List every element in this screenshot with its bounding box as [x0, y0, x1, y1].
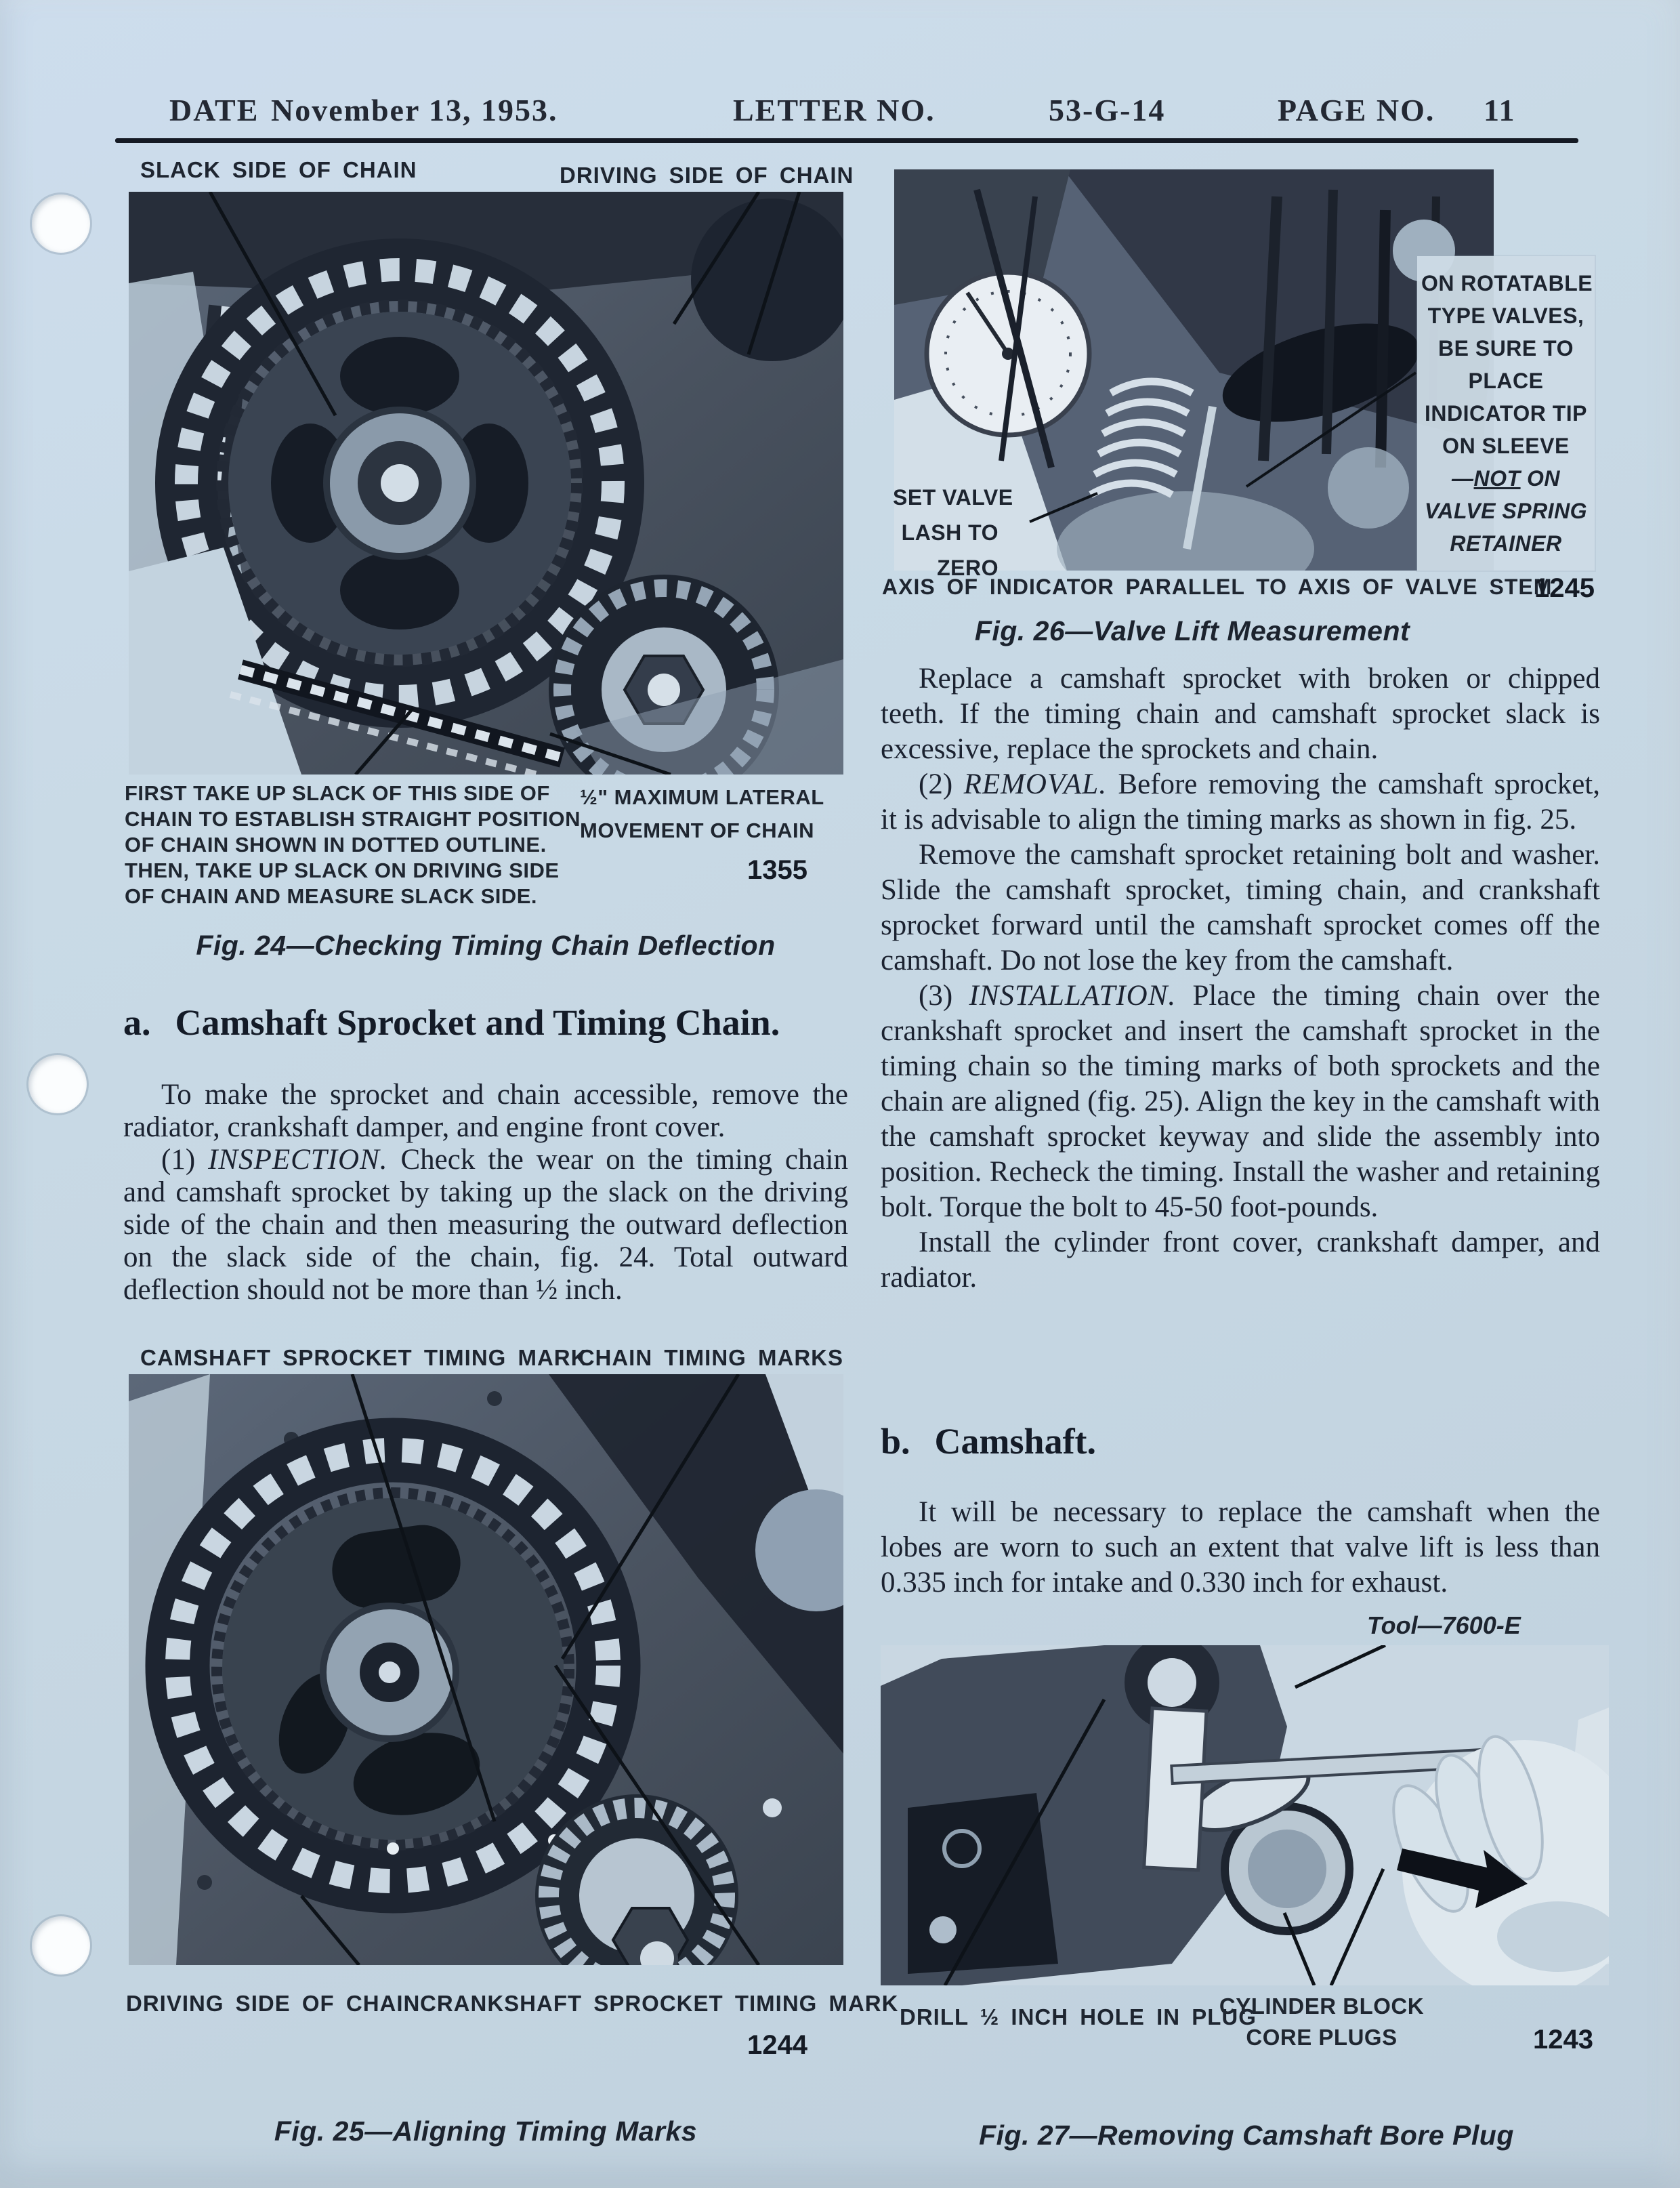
- header-rule: [115, 138, 1578, 143]
- paragraph-text: Check the wear on the timing chain and camshaft sprocket by taking up the slack on the driving side of the chain and then measuring the outward deflection on the slack side of the chain, fig. 24. Total outward deflection should not be more than ½ inch.: [123, 1144, 848, 1306]
- fig27-label-drill: DRILL ½ INCH HOLE IN PLUG: [900, 2004, 1257, 2029]
- section-b-title: Camshaft.: [934, 1421, 1097, 1462]
- fig27-label-tool: Tool—7600-E: [1367, 1611, 1521, 1639]
- punch-hole-bottom: [32, 1916, 90, 1975]
- fig24-note-line: OF CHAIN SHOWN IN DOTTED OUTLINE.: [125, 833, 547, 856]
- fig24-note: [125, 781, 581, 909]
- fig26-callout-rotatable-valves: [1417, 256, 1595, 571]
- header-date-label: DATE: [169, 93, 259, 127]
- fig24-caption: Fig. 24—Checking Timing Chain Deflection: [196, 930, 776, 961]
- figure-27-photo: [881, 1645, 1609, 1985]
- paragraph-text: Before removing the camshaft sprocket, it is advisable to align the timing marks as shown in fig. 25.: [881, 768, 1600, 835]
- paragraph: [881, 838, 1600, 978]
- header-date-value: November 13, 1953.: [271, 93, 558, 127]
- fig26-callout-line: TYPE VALVES,: [1427, 304, 1584, 328]
- fig24-note-line: THEN, TAKE UP SLACK ON DRIVING SIDE: [125, 859, 560, 882]
- section-a-body-continued: [881, 661, 1600, 1296]
- paragraph-text: (1): [161, 1144, 209, 1176]
- figure-25-photo: [129, 1374, 843, 1965]
- fig26-callout-line: ON SLEEVE: [1442, 434, 1570, 458]
- paragraph: [881, 661, 1600, 767]
- paragraph-text: Place the timing chain over the crankshaft sprocket and insert the camshaft sprocket in the timing chain so the timing marks of both sprockets and the chain are aligned (fig. 25). Align the key in the camshaft with the camshaft sprocket keyway and slide the assembly into position. Recheck the timing. Install the washer and retaining bolt. Torque the bolt to 45-50 foot-pounds.: [881, 980, 1600, 1223]
- fig26-callout-line: VALVE SPRING: [1424, 499, 1588, 523]
- fig25-label-cam-mark: CAMSHAFT SPROCKET TIMING MARK: [140, 1345, 588, 1370]
- section-a-number: a.: [123, 1002, 151, 1043]
- section-b-number: b.: [881, 1421, 910, 1462]
- fig26-callout-line: BE SURE TO: [1438, 336, 1574, 360]
- fig26-label-axis: AXIS OF INDICATOR PARALLEL TO AXIS OF VALVE STEM: [882, 575, 1553, 599]
- paragraph-text: Install the cylinder front cover, crankshaft damper, and radiator.: [881, 1226, 1600, 1294]
- underlined-not: NOT: [1473, 466, 1521, 491]
- paragraph-text: (2): [919, 768, 964, 800]
- dash: —: [1452, 466, 1474, 491]
- fig26-callout-line: INDICATOR TIP: [1425, 401, 1587, 426]
- fig26-photo-number: 1245: [1534, 573, 1595, 603]
- paragraph: [123, 1079, 848, 1144]
- fig26-set-valve-line: LASH TO: [901, 520, 999, 545]
- fig24-label-slack-side: SLACK SIDE OF CHAIN: [140, 157, 417, 182]
- paragraph-italic: INSTALLATION.: [969, 980, 1177, 1012]
- fig27-caption: Fig. 27—Removing Camshaft Bore Plug: [979, 2120, 1514, 2151]
- fig26-callout-line: RETAINER: [1450, 531, 1562, 556]
- fig26-callout-line: [1421, 462, 1591, 495]
- header-page-value: 11: [1484, 93, 1516, 127]
- fig27-photo-number: 1243: [1533, 2025, 1593, 2055]
- paragraph-text: Replace a camshaft sprocket with broken or chipped teeth. If the timing chain and camshaft sprocket slack is excessive, replace the sprockets and chain.: [881, 663, 1600, 765]
- header-page-label: PAGE NO.: [1278, 93, 1435, 127]
- fig26-label-set-valve: [893, 480, 1013, 585]
- fig27-core-line1: CYLINDER BLOCK: [1219, 1994, 1425, 2019]
- fig24-lateral-line2: MOVEMENT OF CHAIN: [580, 819, 815, 842]
- fig25-caption: Fig. 25—Aligning Timing Marks: [274, 2115, 698, 2147]
- paragraph: [881, 1495, 1600, 1601]
- section-a-body: [123, 1079, 848, 1306]
- fig24-lateral-line1: ½" MAXIMUM LATERAL: [580, 785, 824, 809]
- section-b-body: [881, 1495, 1600, 1601]
- fig27-core-line2: CORE PLUGS: [1246, 2025, 1398, 2050]
- section-a-heading: [123, 1002, 780, 1044]
- fig24-label-driving-side: DRIVING SIDE OF CHAIN: [560, 163, 854, 188]
- header-letter-label: LETTER NO.: [733, 93, 936, 127]
- text: ON: [1520, 466, 1560, 491]
- paragraph: [881, 978, 1600, 1225]
- section-b-heading: [881, 1420, 1096, 1462]
- fig24-photo-number: 1355: [747, 855, 807, 885]
- fig26-caption: Fig. 26—Valve Lift Measurement: [974, 615, 1410, 646]
- paragraph-italic: INSPECTION.: [208, 1144, 388, 1176]
- fig25-photo-number: 1244: [747, 2030, 807, 2060]
- paragraph-text: It will be necessary to replace the camshaft when the lobes are worn to such an extent that valve lift is less than 0.335 inch for intake and 0.330 inch for exhaust.: [881, 1496, 1600, 1598]
- fig24-lateral-label: [580, 781, 824, 847]
- paragraph-italic: REMOVAL.: [963, 768, 1107, 800]
- paragraph: [881, 767, 1600, 838]
- paragraph: [123, 1144, 848, 1306]
- fig26-set-valve-line: SET VALVE: [893, 485, 1013, 510]
- paragraph-text: To make the sprocket and chain accessible, remove the radiator, crankshaft damper, and engine front cover.: [123, 1079, 848, 1143]
- figure-24-photo: [129, 192, 843, 775]
- fig24-note-line: FIRST TAKE UP SLACK OF THIS SIDE OF: [125, 781, 550, 805]
- fig26-callout-line: PLACE: [1468, 369, 1544, 393]
- fig26-set-valve-line: ZERO: [937, 556, 999, 580]
- section-a-title: Camshaft Sprocket and Timing Chain.: [175, 1002, 780, 1043]
- paragraph-text: Remove the camshaft sprocket retaining bolt and washer. Slide the camshaft sprocket, timing chain, and crankshaft sprocket forward until the camshaft sprocket comes off the camshaft. Do not lose the key from the camshaft.: [881, 839, 1600, 976]
- fig26-callout-line: ON ROTATABLE: [1421, 271, 1593, 295]
- paragraph: [881, 1225, 1600, 1296]
- fig25-label-chain-marks: CHAIN TIMING MARKS: [578, 1345, 843, 1370]
- punch-hole-middle: [28, 1055, 87, 1113]
- punch-hole-top: [32, 194, 90, 253]
- fig27-label-core-plugs: [1216, 1991, 1427, 2053]
- paragraph-text: (3): [919, 980, 969, 1012]
- fig25-label-crank-mark: CRANKSHAFT SPROCKET TIMING MARK: [420, 1991, 899, 2016]
- fig24-note-line: OF CHAIN AND MEASURE SLACK SIDE.: [125, 884, 538, 908]
- fig24-note-line: CHAIN TO ESTABLISH STRAIGHT POSITION: [125, 807, 581, 831]
- fig25-label-driving-side: DRIVING SIDE OF CHAIN: [126, 1991, 421, 2016]
- header-letter-value: 53-G-14: [1049, 93, 1166, 127]
